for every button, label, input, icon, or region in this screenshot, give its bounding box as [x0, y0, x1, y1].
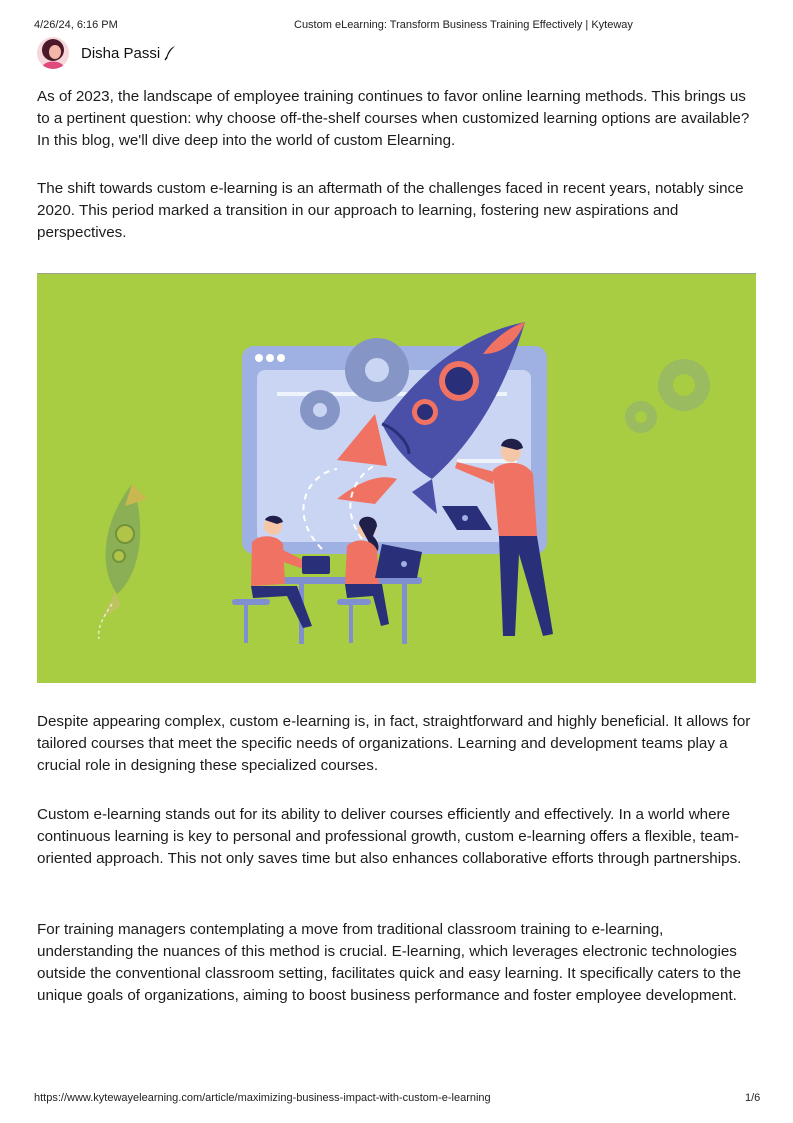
quill-pen-icon — [164, 45, 176, 61]
author-avatar[interactable] — [37, 37, 69, 69]
complexity-paragraph: Despite appearing complex, custom e-learning is, in fact, straightforward and highly beneficial. It allows for tailored courses that meet the specific needs of organizations. Learning and development teams play a crucial role in designing these specialized courses. — [37, 713, 751, 774]
efficiency-paragraph: Custom e-learning stands out for its ability to deliver courses efficiently and effectively. In a world where continuous learning is key to personal and professional growth, custom e-learning offers a flexible, team-oriented approach. This not only saves time but also enhances collaborative efforts through partnerships. — [37, 806, 742, 867]
gear-icon — [625, 359, 710, 433]
author-name[interactable]: Disha Passi — [81, 44, 161, 62]
print-page-title: Custom eLearning: Transform Business Training Effectively | Kyteway — [294, 19, 633, 31]
author-byline — [37, 36, 176, 70]
print-page-number: 1/6 — [745, 1092, 761, 1104]
print-datetime: 4/26/24, 6:16 PM — [34, 19, 118, 31]
small-rocket-icon — [99, 484, 147, 639]
shift-paragraph: The shift towards custom e-learning is an aftermath of the challenges faced in recent years, notably since 2020. This period marked a transition in our approach to learning, fostering new aspirations and perspectives. — [37, 180, 744, 241]
hero-illustration — [37, 273, 756, 683]
intro-paragraph: As of 2023, the landscape of employee training continues to favor online learning methods. This brings us to a pertinent question: why choose off-the-shelf courses when customized learning options are available? In this blog, we'll dive deep into the world of custom Elearning. — [37, 88, 750, 149]
managers-paragraph: For training managers contemplating a move from traditional classroom training to e-learning, understanding the nuances of this method is crucial. E-learning, which leverages electronic technologies outside the conventional classroom setting, facilitates quick and easy learning. It specifically caters to the unique goals of organizations, aiming to boost business performance and foster employee development. — [37, 921, 742, 1004]
print-url: https://www.kytewayelearning.com/article/maximizing-business-impact-with-custom-e-learning — [34, 1092, 491, 1104]
